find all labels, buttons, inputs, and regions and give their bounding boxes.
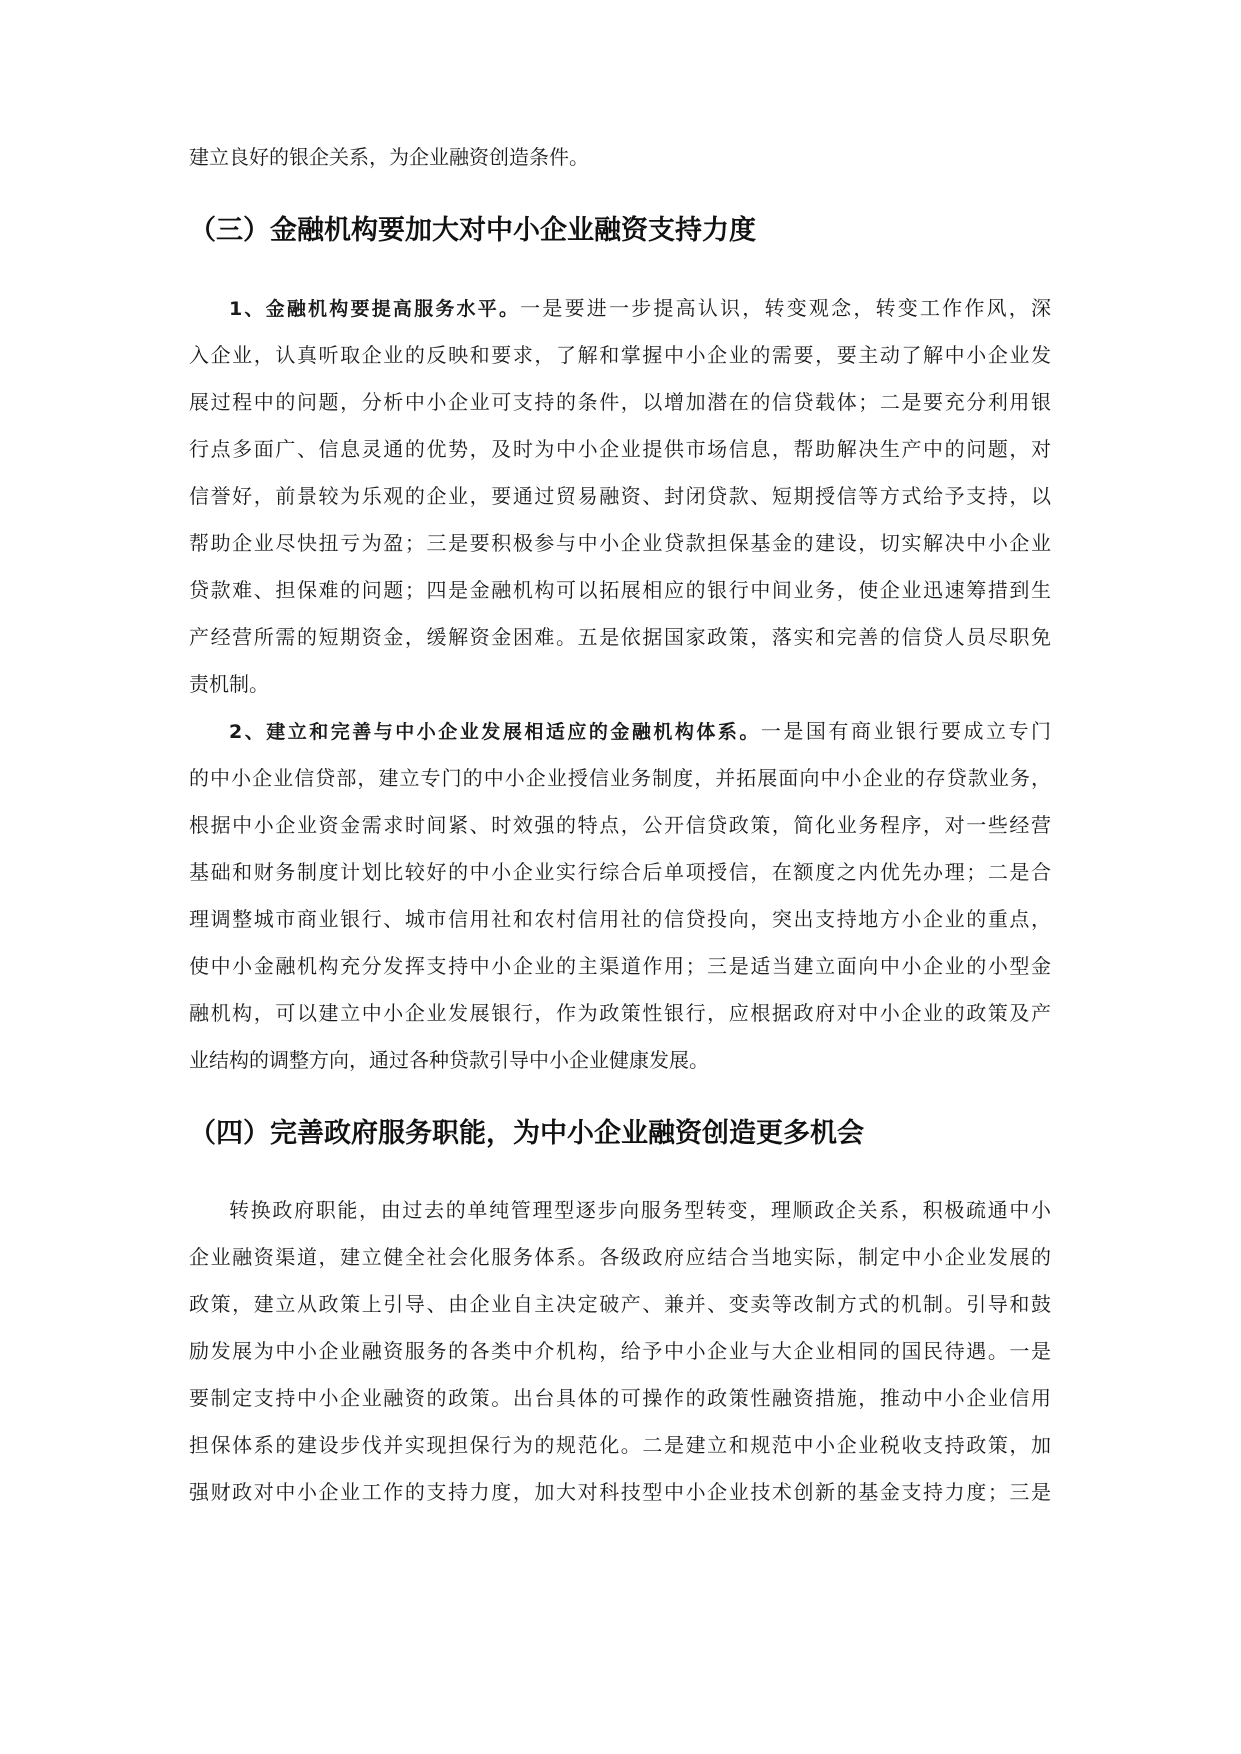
paragraph-line: 建立良好的银企关系，为企业融资创造条件。 [189,145,589,169]
paragraph-line [229,717,1051,746]
section-heading-4: （四）完善政府服务职能，为中小企业融资创造更多机会 [189,1118,864,1149]
paragraph-lead: 1、金融机构要提高服务水平。 [229,298,521,320]
paragraph-line: 入企业，认真听取企业的反映和要求，了解和掌握中小企业的需要，要主动了解中小企业发 [189,343,1051,367]
paragraph-line: 帮助企业尽快扭亏为盈；三是要积极参与中小企业贷款担保基金的建设，切实解决中小企业 [189,531,1051,555]
paragraph-line: 贷款难、担保难的问题；四是金融机构可以拓展相应的银行中间业务，使企业迅速筹措到生 [189,578,1051,602]
paragraph-line: 信誉好，前景较为乐观的企业，要通过贸易融资、封闭贷款、短期授信等方式给予支持，以 [189,484,1051,508]
paragraph-line: 展过程中的问题，分析中小企业可支持的条件，以增加潜在的信贷载体；二是要充分利用银 [189,390,1051,414]
paragraph-line: 强财政对中小企业工作的支持力度，加大对科技型中小企业技术创新的基金支持力度；三是 [189,1480,1051,1504]
paragraph-lead: 2、建立和完善与中小企业发展相适应的金融机构体系。 [229,721,761,743]
paragraph-line: 转换政府职能，由过去的单纯管理型逐步向服务型转变，理顺政企关系，积极疏通中小 [229,1198,1051,1222]
paragraph-line: 要制定支持中小企业融资的政策。出台具体的可操作的政策性融资措施，推动中小企业信用 [189,1386,1051,1410]
paragraph-line: 根据中小企业资金需求时间紧、时效强的特点，公开信贷政策，简化业务程序，对一些经营 [189,813,1051,837]
paragraph-line: 责机制。 [189,672,269,696]
paragraph-line: 基础和财务制度计划比较好的中小企业实行综合后单项授信，在额度之内优先办理；二是合 [189,860,1051,884]
paragraph-line: 的中小企业信贷部，建立专门的中小企业授信业务制度，并拓展面向中小企业的存贷款业务， [189,766,1051,790]
paragraph-line: 理调整城市商业银行、城市信用社和农村信用社的信贷投向，突出支持地方小企业的重点， [189,907,1051,931]
paragraph-line: 担保体系的建设步伐并实现担保行为的规范化。二是建立和规范中小企业税收支持政策，加 [189,1433,1051,1457]
paragraph-line: 励发展为中小企业融资服务的各类中介机构，给予中小企业与大企业相同的国民待遇。一是 [189,1339,1051,1363]
paragraph-line: 使中小金融机构充分发挥支持中小企业的主渠道作用；三是适当建立面向中小企业的小型金 [189,954,1051,978]
paragraph-line: 产经营所需的短期资金，缓解资金困难。五是依据国家政策，落实和完善的信贷人员尽职免 [189,625,1051,649]
section-heading-3: （三）金融机构要加大对中小企业融资支持力度 [189,215,756,246]
paragraph-line: 行点多面广、信息灵通的优势，及时为中小企业提供市场信息，帮助解决生产中的问题，对 [189,437,1051,461]
paragraph-line: 政策，建立从政策上引导、由企业自主决定破产、兼并、变卖等改制方式的机制。引导和鼓 [189,1292,1051,1316]
paragraph-line: 业结构的调整方向，通过各种贷款引导中小企业健康发展。 [189,1048,709,1072]
paragraph-line [229,294,1051,323]
paragraph-text: 一是国有商业银行要成立专门 [760,719,1051,743]
paragraph-line: 企业融资渠道，建立健全社会化服务体系。各级政府应结合当地实际，制定中小企业发展的 [189,1245,1051,1269]
paragraph-text: 一是要进一步提高认识，转变观念，转变工作作风，深 [520,296,1051,320]
paragraph-line: 融机构，可以建立中小企业发展银行，作为政策性银行，应根据政府对中小企业的政策及产 [189,1001,1051,1025]
